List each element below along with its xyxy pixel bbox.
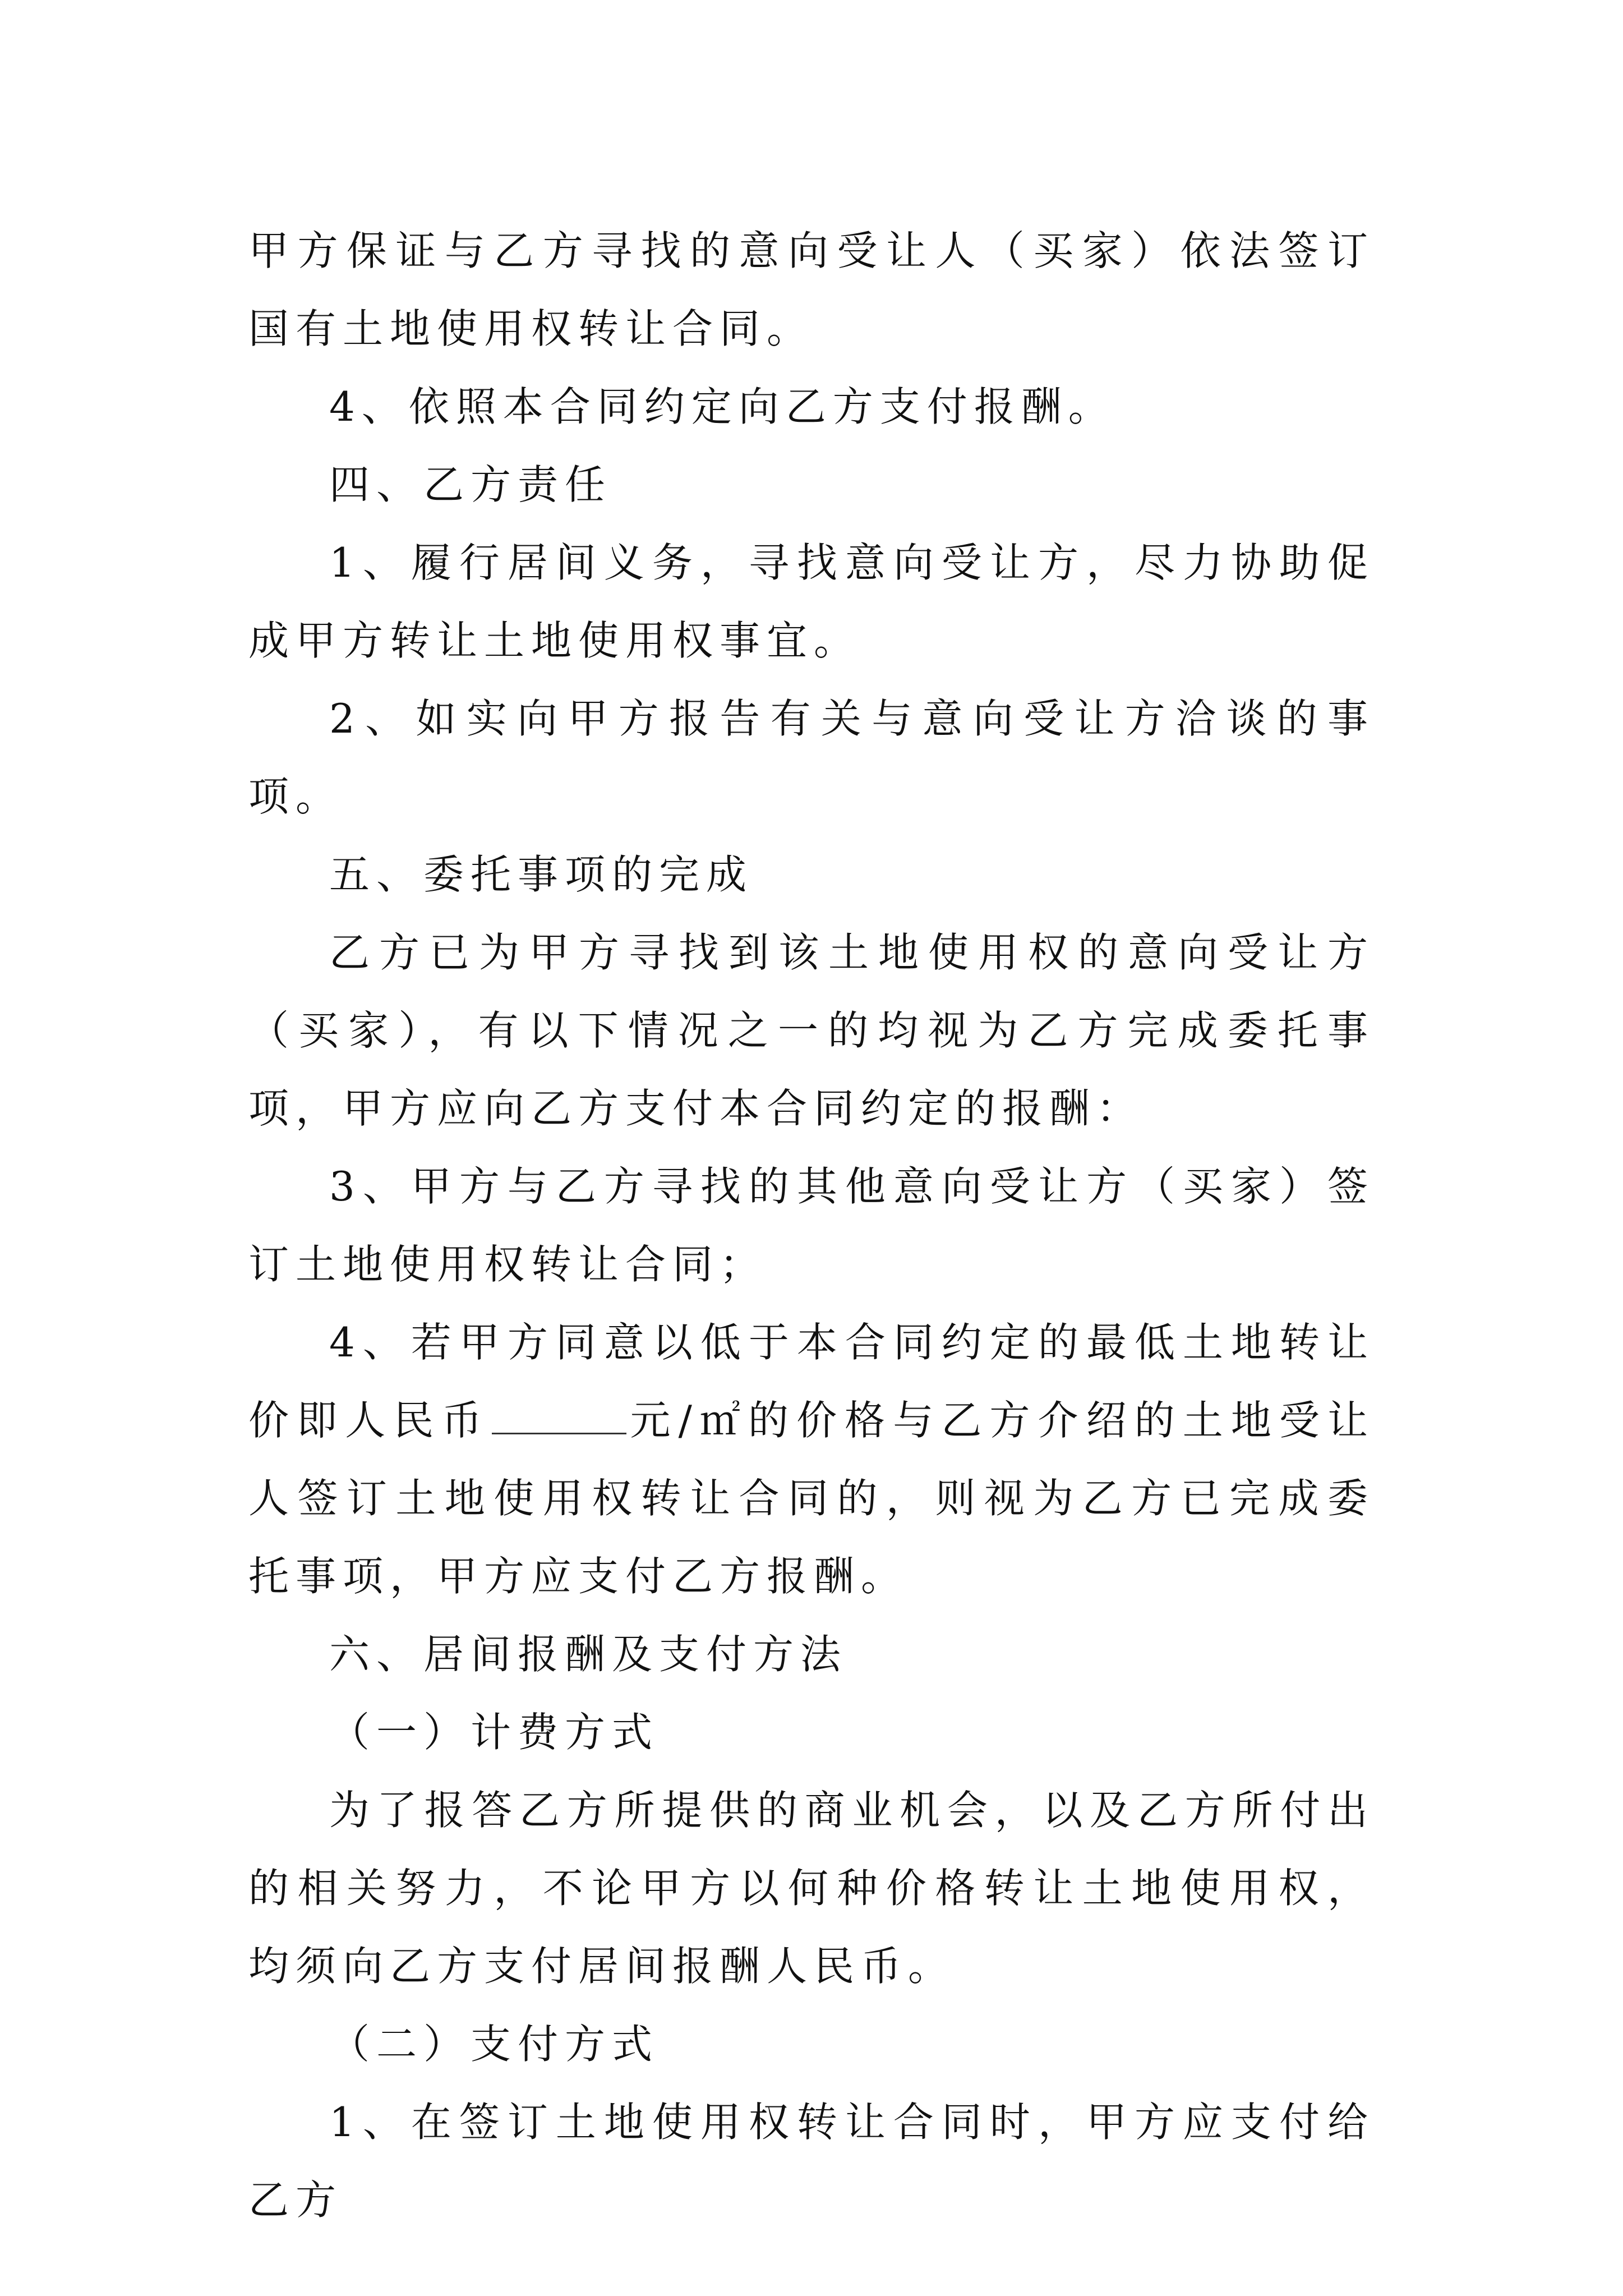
paragraph-condition-3: 3、甲方与乙方寻找的其他意向受让方（买家）签订土地使用权转让合同； xyxy=(248,1163,1375,1288)
condition-4-text-before: 4、若甲方同意以低于本合同约定的最低土地转让价即人民币 xyxy=(248,1319,1375,1444)
section-heading-completion: 五、委托事项的完成 xyxy=(329,851,754,898)
document-body xyxy=(248,212,1375,2239)
section-heading-remuneration: 六、居间报酬及支付方法 xyxy=(329,1631,848,1678)
paragraph-fee-description: 为了报答乙方所提供的商业机会，以及乙方所付出的相关努力，不论甲方以何种价格转让土地使用权，均须向乙方支付居间报酬人民币。 xyxy=(248,1787,1375,1990)
section-heading-party-b-duties: 四、乙方责任 xyxy=(329,461,612,508)
paragraph-duty-1: 1、履行居间义务，寻找意向受让方，尽力协助促成甲方转让土地使用权事宜。 xyxy=(248,539,1375,664)
paragraph-condition-4 xyxy=(248,1304,1375,1616)
price-blank-line xyxy=(492,1400,626,1434)
sub-heading-fee-method: （一）计费方式 xyxy=(329,1709,660,1756)
paragraph-pay-remuneration: 4、依照本合同约定向乙方支付报酬。 xyxy=(329,383,1115,430)
paragraph-duty-2: 2、如实向甲方报告有关与意向受让方洽谈的事项。 xyxy=(248,695,1375,820)
sub-heading-payment-method: （二）支付方式 xyxy=(329,2021,660,2068)
paragraph-completion-conditions: 乙方已为甲方寻找到该土地使用权的意向受让方（买家），有以下情况之一的均视为乙方完成委托事项，甲方应向乙方支付本合同约定的报酬： xyxy=(248,929,1375,1132)
paragraph-payment-1: 1、在签订土地使用权转让合同时，甲方应支付给乙方 xyxy=(248,2099,1375,2224)
paragraph-guarantee: 甲方保证与乙方寻找的意向受让人（买家）依法签订国有土地使用权转让合同。 xyxy=(248,227,1375,352)
condition-4-text-after: 元/㎡的价格与乙方介绍的土地受让人签订土地使用权转让合同的，则视为乙方已完成委托事项，甲方应支付乙方报酬。 xyxy=(248,1397,1375,1600)
